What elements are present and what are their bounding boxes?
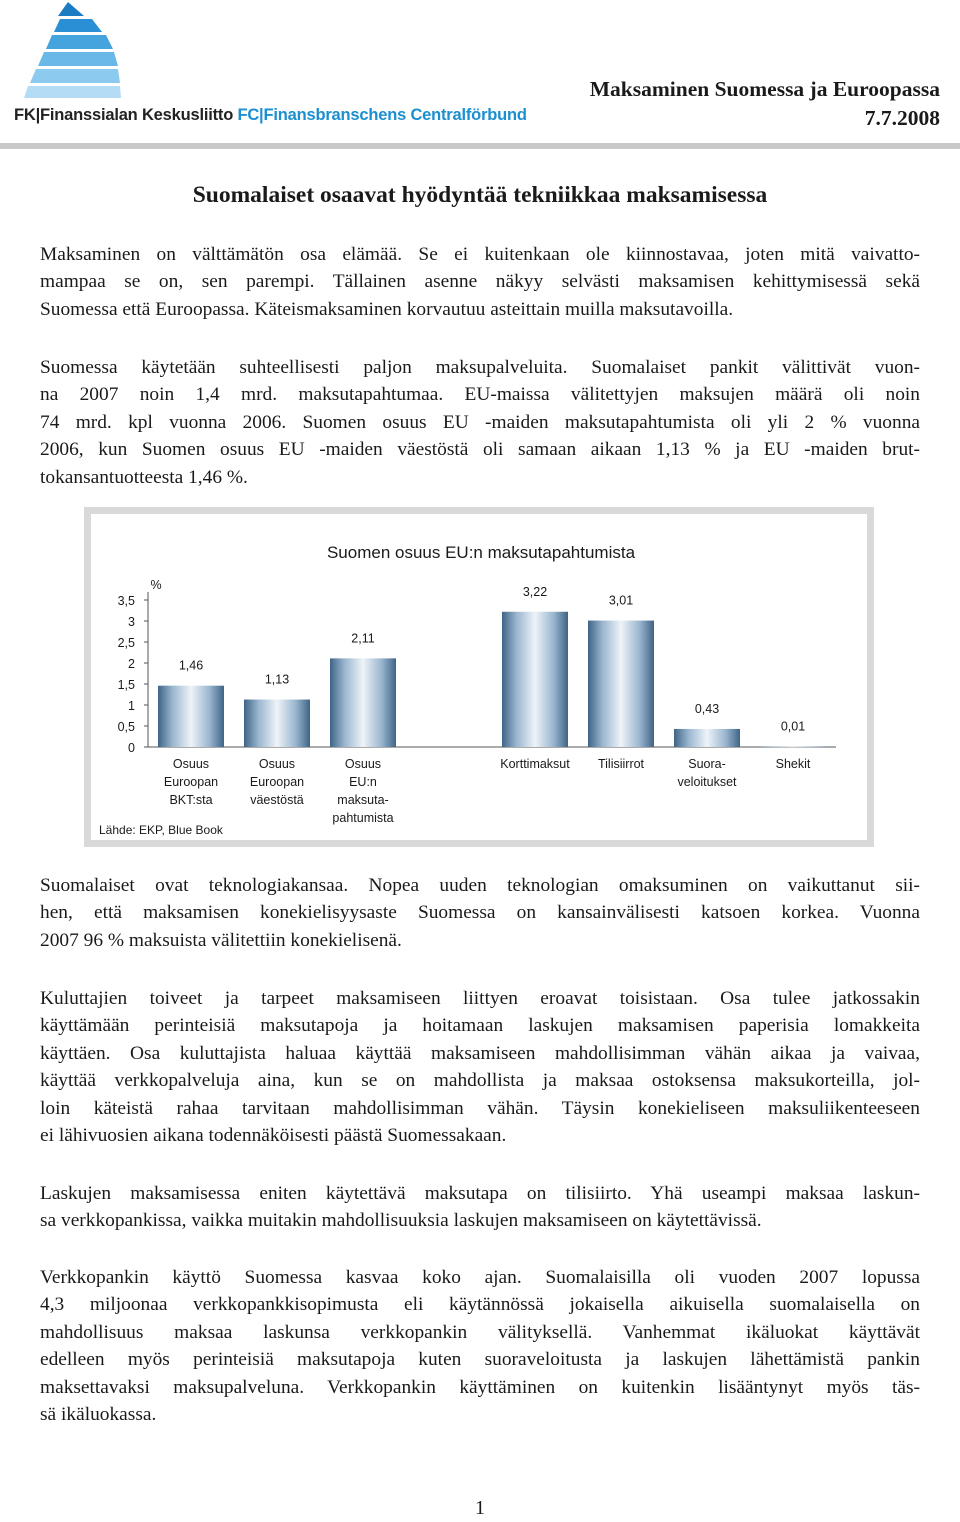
text-line: tokansantuotteesta 1,46 %.: [40, 466, 248, 488]
paragraph-5: [40, 1180, 920, 1235]
text-line: hen, että maksamisen konekielisyysaste Suomessa on kansainvälisesti katsoen korkea. Vuonna: [40, 902, 920, 924]
category-label: EU:n: [349, 775, 377, 789]
category-label: BKT:sta: [169, 793, 213, 807]
text-line: Suomalaiset ovat teknologiakansaa. Nopea uuden teknologian omaksuminen on vaikuttanut sii-: [40, 875, 920, 896]
y-tick-label: 1: [128, 699, 135, 713]
chart-source: Lähde: EKP, Blue Book: [99, 823, 223, 837]
text-line: loin käteistä rahaa tarvitaan mahdollisimman vähän. Täysin konekieliseen maksuliikenteeseen: [40, 1097, 920, 1119]
text-line: Laskujen maksamisessa eniten käytettävä maksutapa on tilisiirto. Yhä useampi maksaa laskun-: [40, 1183, 920, 1204]
text-line: käyttäen. Osa kuluttajista haluaa käyttää maksamiseen mahdollisimman vähän aikaa ja vaivaa,: [40, 1042, 920, 1064]
org-name-fi: FK|Finanssialan Keskusliitto: [14, 106, 238, 124]
paragraph-6: [40, 1264, 920, 1428]
page-number: 1: [475, 1497, 485, 1519]
bar-value-label: 3,01: [608, 593, 634, 608]
chart-bar: [674, 729, 740, 747]
y-tick-label: 2: [128, 657, 135, 671]
category-label: maksuta-: [337, 793, 389, 807]
category-label: Osuus: [344, 757, 382, 771]
text-line: 74 mrd. kpl vuonna 2006. Suomen osuus EU -maiden maksutapahtumista oli yli 2 % vuonna: [40, 411, 920, 433]
y-tick-label: 0: [128, 741, 135, 755]
category-label: Suora-: [688, 757, 726, 771]
text-line: Kuluttajien toiveet ja tarpeet maksamiseen liittyen eroavat toisistaan. Osa tulee jatkossakin: [40, 988, 920, 1009]
category-label: väestöstä: [250, 793, 304, 807]
y-tick-label: 3,5: [117, 594, 135, 608]
paragraph-3: [40, 872, 920, 954]
document-title: Maksaminen Suomessa ja Euroopassa: [589, 77, 940, 101]
chart-bar: [330, 658, 396, 747]
org-name-sv: FC|Finansbranschens Centralförbund: [237, 106, 527, 124]
bar-value-label: 1,46: [178, 658, 204, 673]
category-label: Tilisiirrot: [597, 757, 645, 771]
bar-value-label: 0,01: [780, 719, 806, 734]
bar-value-label: 2,11: [351, 631, 375, 646]
chart-container: [84, 507, 874, 847]
bar-value-label: 0,43: [694, 701, 720, 716]
organization-name: [14, 106, 527, 125]
category-label: Shekit: [775, 757, 811, 771]
bar-value-label: 3,22: [522, 584, 548, 599]
text-line: mahdollisuus maksaa laskunsa verkkopankin välityksellä. Vanhemmat ikäluokat käyttävät: [40, 1321, 920, 1343]
page-title: Suomalaiset osaavat hyödyntää tekniikkaa maksamisessa: [192, 182, 768, 208]
category-label: Korttimaksut: [500, 757, 570, 771]
text-line: na 2007 noin 1,4 mrd. maksutapahtumaa. EU-maissa välitettyjen maksujen määrä oli noin: [40, 384, 920, 406]
y-tick-label: 0,5: [117, 720, 135, 734]
document-date: 7.7.2008: [864, 106, 940, 130]
chart-bar: [760, 747, 826, 748]
chart-bar: [158, 686, 224, 747]
text-line: edelleen myös perinteisiä maksutapoja kuten suoraveloitusta ja laskujen lähettämistä pankin: [40, 1349, 920, 1371]
text-line: maksettavaksi maksupalveluna. Verkkopankin käyttäminen on kuitenkin lisääntynyt myös täs-: [40, 1376, 920, 1398]
bar-chart: [91, 514, 867, 840]
chart-bar: [502, 612, 568, 747]
text-line: Maksaminen on välttämätön osa elämää. Se ei kuitenkaan ole kiinnostavaa, joten mitä vaivatto-: [40, 244, 920, 265]
text-line: Suomessa että Euroopassa. Käteismaksaminen korvautuu asteittain muilla maksutavoilla.: [40, 298, 734, 320]
header-rule: [0, 143, 960, 149]
y-tick-label: 2,5: [117, 636, 135, 650]
fk-logo: [14, 0, 124, 104]
y-tick-label: 3: [128, 615, 135, 629]
category-label: Euroopan: [163, 775, 219, 789]
text-line: käyttämään perinteisiä maksutapoja ja hoitamaan laskujen maksamisen paperisia lomakkeita: [40, 1015, 920, 1037]
chart-bar: [244, 700, 310, 747]
text-line: 2006, kun Suomen osuus EU -maiden väestöstä oli samaan aikaan 1,13 % ja EU -maiden brut-: [40, 439, 920, 461]
text-line: 4,3 miljoonaa verkkopankkisopimusta eli käytännössä jokaisella aikuisella suomalaisella on: [40, 1294, 920, 1316]
paragraph-4: [40, 985, 920, 1149]
chart-bar: [588, 621, 654, 747]
paragraph-1: [40, 241, 920, 323]
y-tick-label: 1,5: [117, 678, 135, 692]
bar-value-label: 1,13: [264, 672, 290, 687]
category-label: pahtumista: [332, 811, 394, 825]
text-line: mampaa se on, sen parempi. Tällainen asenne näkyy selvästi maksamisen kehittymisessä sekä: [40, 271, 920, 293]
category-label: Euroopan: [249, 775, 305, 789]
text-line: 2007 96 % maksuista välitettiin konekielisenä.: [40, 929, 402, 951]
chart-title: Suomen osuus EU:n maksutapahtumista: [326, 543, 636, 562]
text-line: sa verkkopankissa, vaikka muitakin mahdollisuuksia laskujen maksamiseen on käytettävissä.: [40, 1210, 762, 1232]
y-axis-unit: %: [150, 578, 162, 592]
text-line: sä ikäluokassa.: [40, 1404, 157, 1426]
text-line: käyttää verkkopalveluja aina, kun se on mahdollista ja maksaa ostoksensa maksukorteilla, jol-: [40, 1070, 920, 1092]
category-label: veloitukset: [677, 775, 737, 789]
text-line: ei lähivuosien aikana todennäköisesti päästä Suomessakaan.: [40, 1125, 507, 1147]
paragraph-2: [40, 354, 920, 491]
category-label: Osuus: [172, 757, 210, 771]
category-label: Osuus: [258, 757, 296, 771]
text-line: Suomessa käytetään suhteellisesti paljon maksupalveluita. Suomalaiset pankit välittivät vuon-: [40, 357, 920, 378]
text-line: Verkkopankin käyttö Suomessa kasvaa koko ajan. Suomalaisilla oli vuoden 2007 lopussa: [40, 1267, 920, 1288]
